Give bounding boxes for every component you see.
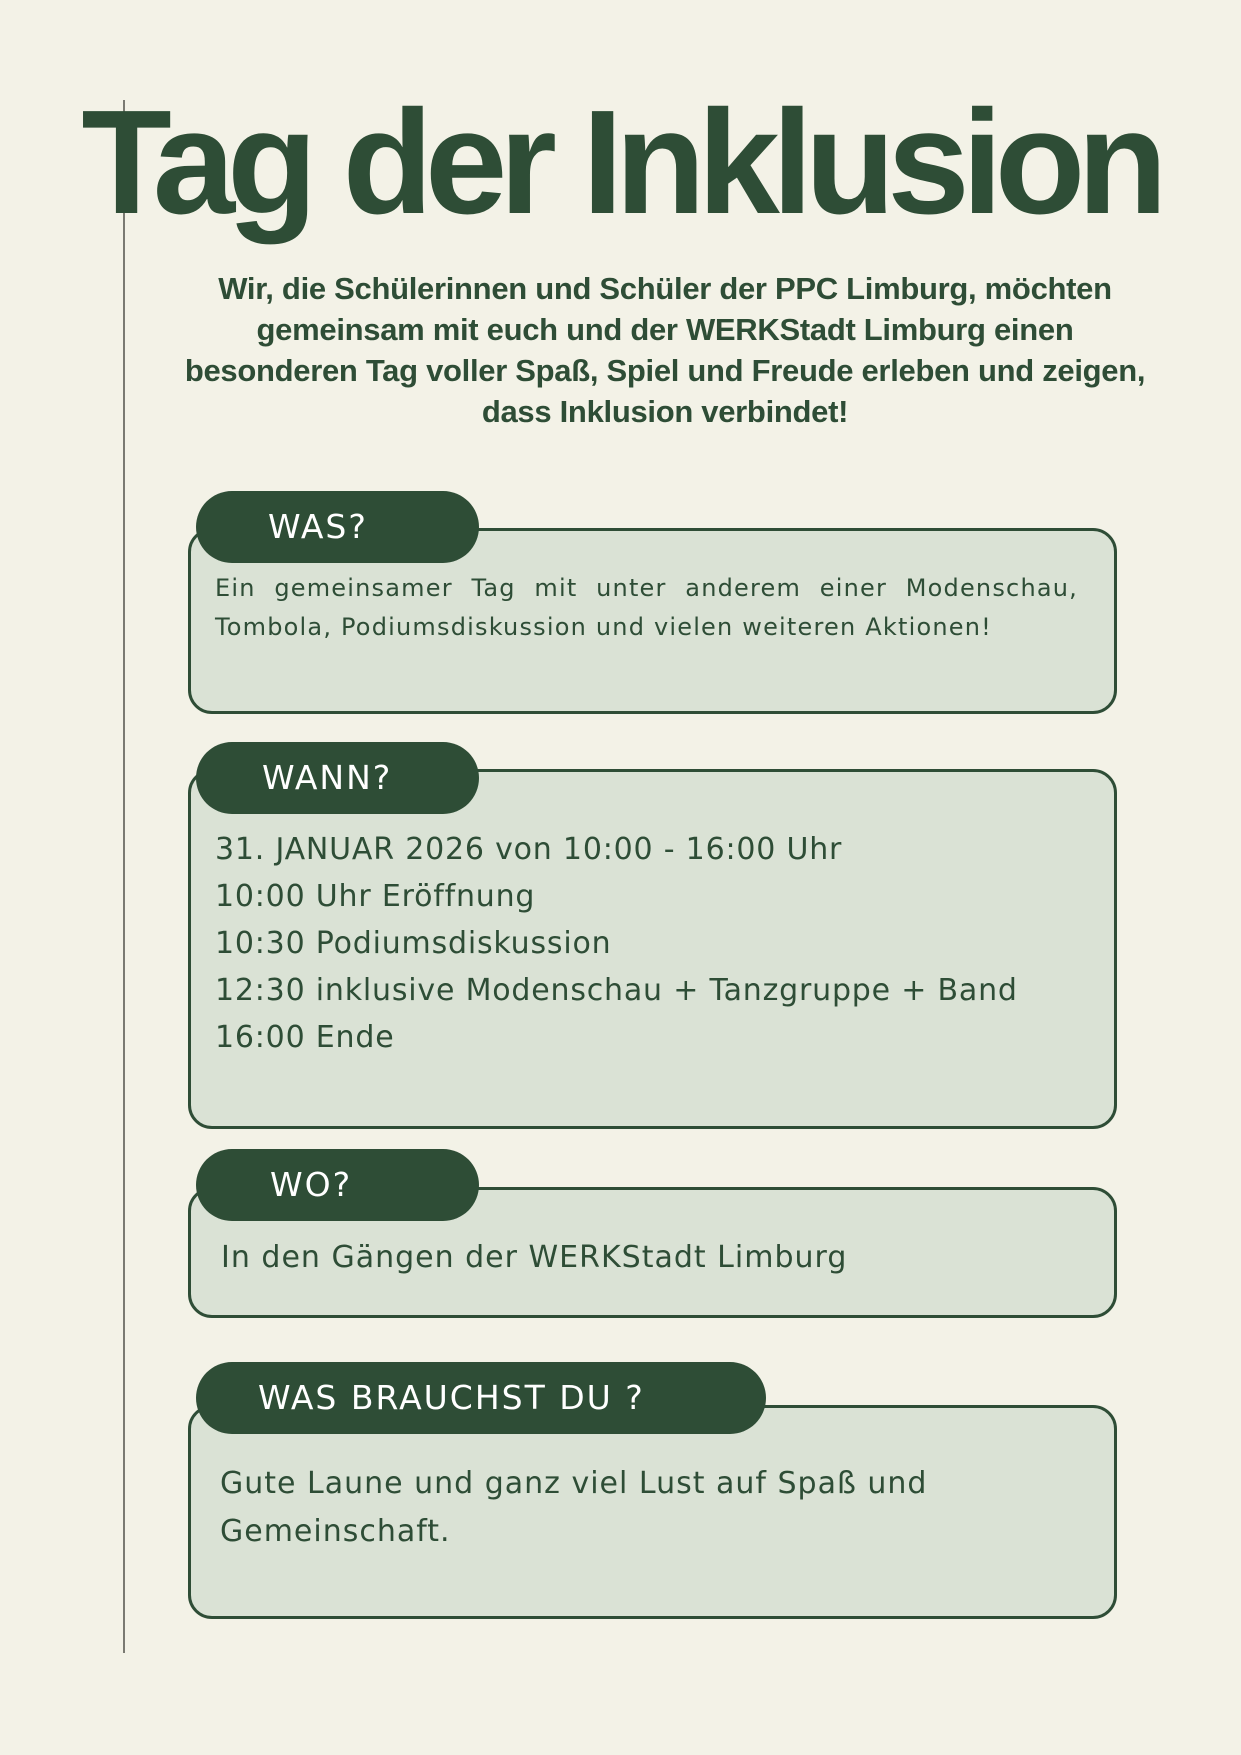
wann-line-panel: 10:30 Podiumsdiskussion [215,926,612,961]
intro-paragraph: Wir, die Schülerinnen und Schüler der PPC Limburg, möchten gemeinsam mit euch und der WERKStadt Limburg einen besonderen Tag voller Spaß, Spiel und Freude erleben und zeigen, dass Inklusion verbindet! [184,271,1146,429]
was-text: Ein gemeinsamer Tag mit unter anderem einer Modenschau, Tombola, Podiumsdiskussion und vielen weiteren Aktionen! [215,574,1078,641]
wann-heading [196,742,479,814]
wann-line-end: 16:00 Ende [215,1020,395,1055]
wann-heading-label: WANN? [262,758,393,797]
wann-line-date: 31. JANUAR 2026 von 10:00 - 16:00 Uhr [215,832,843,867]
was-heading-label: WAS? [268,507,368,546]
wo-text: In den Gängen der WERKStadt Limburg [221,1240,848,1275]
wann-schedule [215,826,1078,1061]
vertical-rule [123,100,125,1653]
brauchst-card [188,1405,1117,1619]
wo-heading [196,1149,479,1221]
page-title: Tag der Inklusion [81,80,1160,245]
was-heading [196,491,479,563]
wann-card [188,769,1117,1129]
brauchst-heading [196,1362,766,1434]
brauchst-heading-label: WAS BRAUCHST DU ? [258,1378,645,1417]
wo-heading-label: WO? [270,1165,353,1204]
wann-line-opening: 10:00 Uhr Eröffnung [215,879,536,914]
wann-line-show: 12:30 inklusive Modenschau + Tanzgruppe + Band [215,973,1018,1008]
brauchst-text: Gute Laune und ganz viel Lust auf Spaß und Gemeinschaft. [220,1466,928,1549]
